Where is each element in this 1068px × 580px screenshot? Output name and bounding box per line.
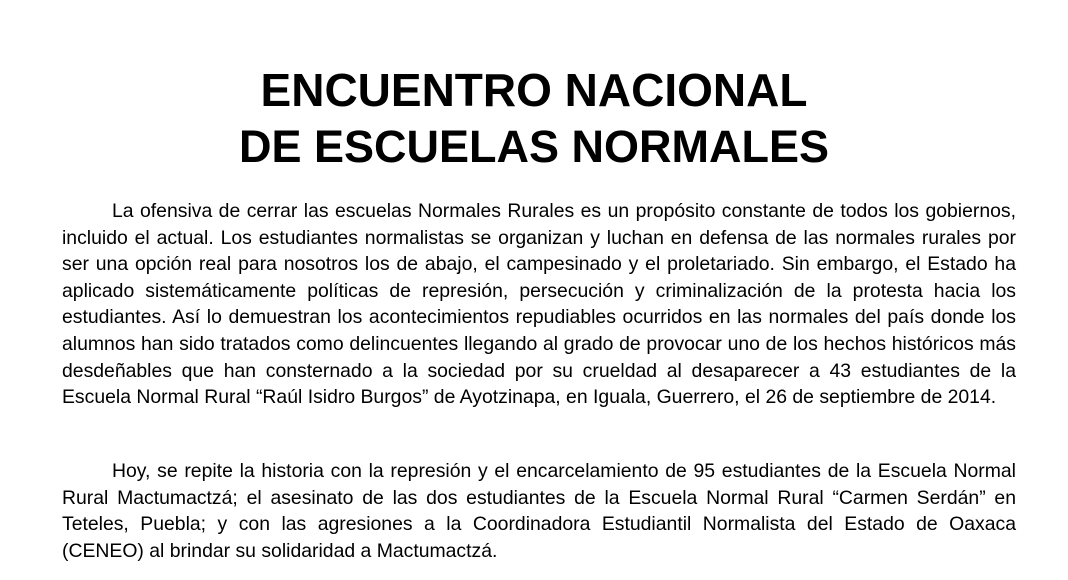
body-paragraph-2: Hoy, se repite la historia con la represión y el encarcelamiento de 95 estudiantes de la Escuela Normal Rural Mactumactzá; el asesinato de las dos estudiantes de la Escuela Normal Rural “Carmen Serdán” en Teteles, Puebla; y con las agresiones a la Coordinadora Estudiantil Normalista del Estado de Oaxaca (CENEO) al brindar su solidaridad a Mactumactzá.	[62, 460, 1016, 562]
document-title-line-2: DE ESCUELAS NORMALES	[238, 121, 830, 172]
body-paragraph-1: La ofensiva de cerrar las escuelas Normales Rurales es un propósito constante de todos los gobiernos, incluido el actual. Los estudiantes normalistas se organizan y luchan en defensa de las normales rurales por ser una opción real para nosotros los de abajo, el campesinado y el proletariado. Sin embargo, el Estado ha aplicado sistemáticamente políticas de represión, persecución y criminalización de la protesta hacia los estudiantes. Así lo demuestran los acontecimientos repudiables ocurridos en las normales del país donde los alumnos han sido tratados como delincuentes llegando al grado de provocar uno de los hechos históricos más desdeñables que han consternado a la sociedad por su crueldad al desaparecer a 43 estudiantes de la Escuela Normal Rural “Raúl Isidro Burgos” de Ayotzinapa, en Iguala, Guerrero, el 26 de septiembre de 2014.	[62, 200, 1016, 409]
document-title-line-1: ENCUENTRO NACIONAL	[260, 64, 808, 116]
